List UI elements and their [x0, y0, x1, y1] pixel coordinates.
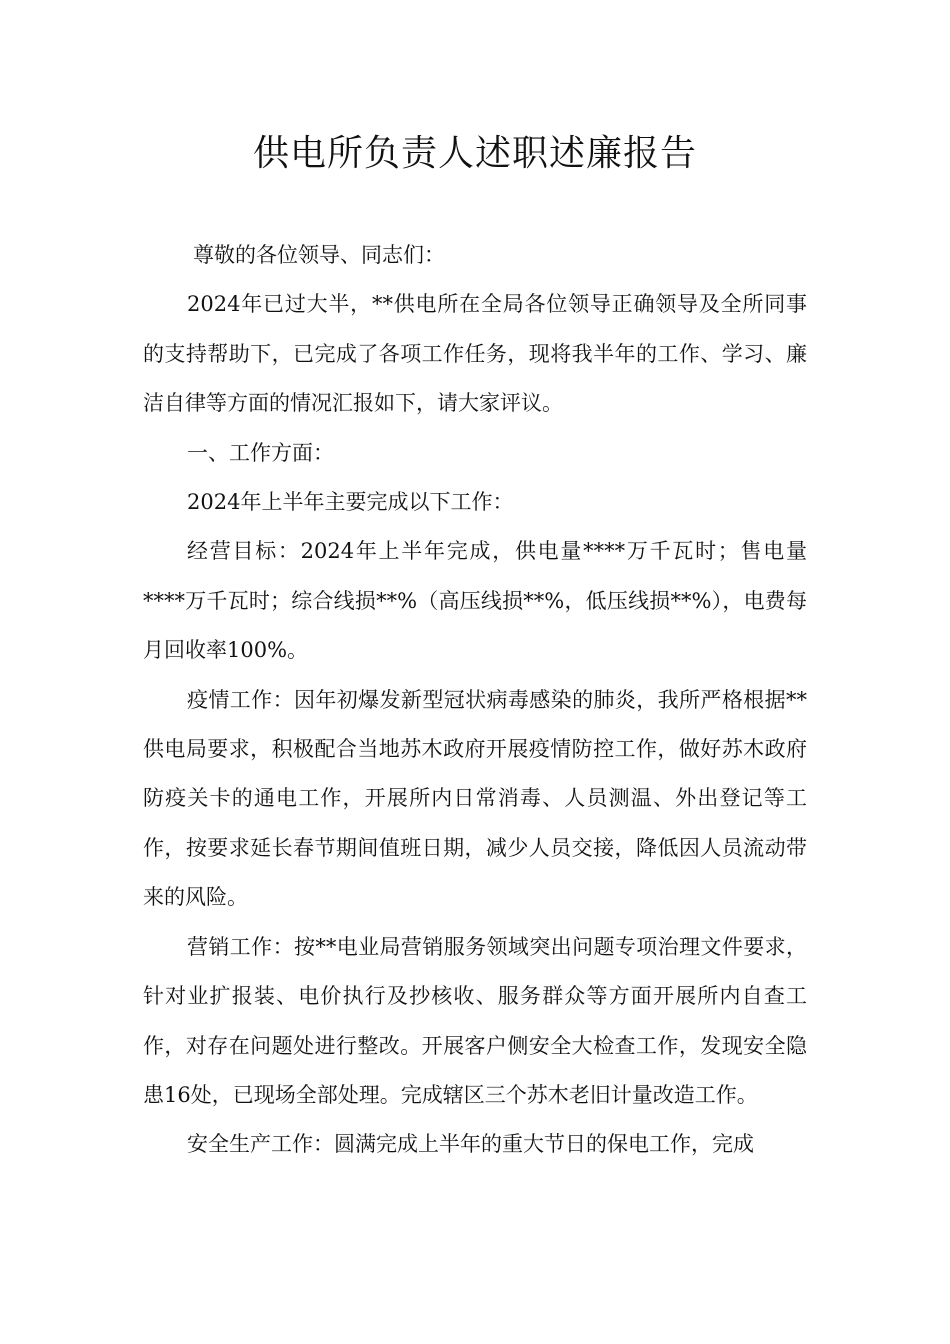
document-title: 供电所负责人述职述廉报告: [252, 133, 697, 174]
section-heading-work: 一、工作方面：: [187, 440, 334, 465]
document-body: [143, 231, 807, 1170]
safety-work-paragraph: 安全生产工作：圆满完成上半年的重大节日的保电工作，完成: [187, 1132, 754, 1157]
epidemic-work-paragraph: 疫情工作：因年初爆发新型冠状病毒感染的肺炎，我所严格根据**供电局要求，积极配合当地苏木政府开展疫情防控工作，做好苏木政府防疫关卡的通电工作，开展所内日常消毒、人员测温、外出登记等工作，按要求延长春节期间值班日期，减少人员交接，降低因人员流动带来的风险。: [143, 687, 807, 910]
salutation-paragraph: 尊敬的各位领导、同志们：: [193, 243, 445, 267]
work-summary-paragraph: 2024年上半年主要完成以下工作：: [187, 490, 514, 515]
marketing-work-paragraph: 营销工作：按**电业局营销服务领域突出问题专项治理文件要求，针对业扩报装、电价执行及抄核收、服务群众等方面开展所内自查工作，对存在问题处进行整改。开展客户侧安全大检查工作，发现安全隐患16处，已现场全部处理。完成辖区三个苏木老旧计量改造工作。: [143, 934, 807, 1107]
business-target-paragraph: 经营目标：2024年上半年完成，供电量****万千瓦时；售电量****万千瓦时；综合线损**%（高压线损**%，低压线损**%），电费每月回收率100%。: [143, 539, 807, 663]
intro-paragraph: 2024年已过大半，**供电所在全局各位领导正确领导及全所同事的支持帮助下，已完成了各项工作任务，现将我半年的工作、学习、廉洁自律等方面的情况汇报如下，请大家评议。: [143, 292, 807, 416]
